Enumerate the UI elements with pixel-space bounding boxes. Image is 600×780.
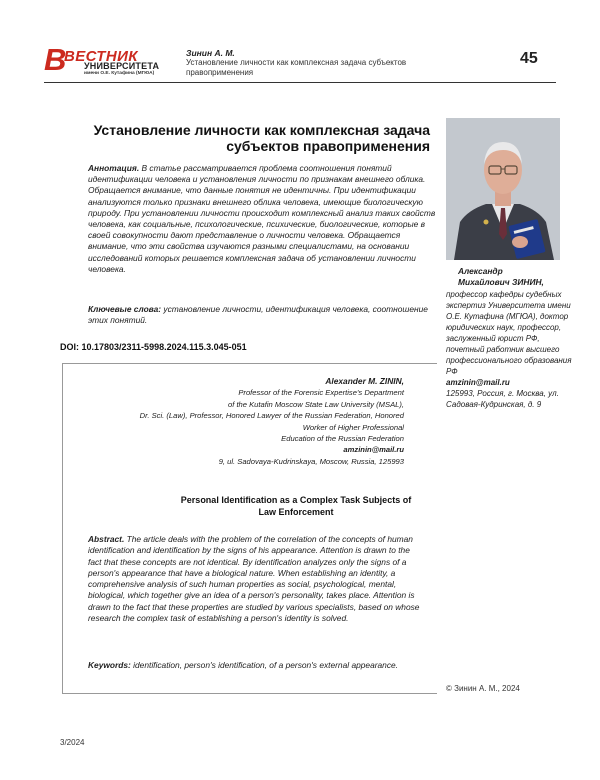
author-line-1: Professor of the Forensic Expertise's Department [238,388,404,398]
keywords-en-text: identification, person's identification, of a person's external appearance. [133,660,399,670]
header-rule [44,82,556,83]
copyright-notice: © Зинин А. М., 2024 [446,684,520,693]
english-title: Personal Identification as a Complex Task Subjects of Law Enforcement [180,495,412,517]
abstract-ru [88,163,440,275]
author-line-4: Worker of Higher Professional [302,422,404,432]
running-title: Установление личности как комплексная задача субъектов правоприменения [186,58,407,77]
keywords-en [88,660,424,671]
author-patronymic-surname: Михайлович ЗИНИН, [458,277,544,287]
keywords-ru-label: Ключевые слова: [88,304,162,314]
page-number: 45 [520,50,538,67]
author-photo [446,118,560,260]
author-portrait-image [446,118,560,260]
logo-mark: В [44,42,67,77]
logo-sub-text: имени О.Е. Кутафина (МГЮА) [84,71,155,76]
article-title: Установление личности как комплексная задача субъектов правоприменения [93,122,430,154]
author-address-en: 9, ul. Sadovaya-Kudrinskaya, Moscow, Russia, 125993 [218,456,404,466]
keywords-ru [88,304,440,326]
journal-logo [44,42,194,78]
author-details-ru: профессор кафедры судебных экспертиз Университета имени О.Е. Кутафина (МГЮА), доктор юридических наук, профессор, заслуженный юрист РФ, почетный работник высшего профессионального образования РФ [446,290,572,376]
abstract-ru-label: Аннотация. [88,163,140,173]
issue-number: 3/2024 [60,738,85,747]
abstract-en-label: Abstract. [88,534,125,544]
keywords-en-label: Keywords: [88,660,131,670]
author-line-3: Dr. Sci. (Law), Professor, Honored Lawyer of the Russian Federation, Honored [139,411,404,421]
author-line-5: Education of the Russian Federation [281,434,404,444]
author-email-ru[interactable]: amzinin@mail.ru [446,378,510,387]
page-header [0,0,600,84]
doi-text[interactable]: DOI: 10.17803/2311-5998.2024.115.3.045-051 [60,342,247,352]
author-info-en [90,376,404,467]
author-address-ru: 125993, Россия, г. Москва, ул. Садовая-Кудринская, д. 9 [446,389,559,409]
author-line-2: of the Kutafin Moscow State Law University (MSAL), [228,399,404,409]
author-name-en: Alexander M. ZININ, [325,376,404,386]
author-info-ru [446,266,576,410]
author-email-en[interactable]: amzinin@mail.ru [343,445,404,455]
author-first-name: Александр [458,266,503,276]
logo-mid-text: УНИВЕРСИТЕТА [84,61,160,71]
keywords-ru-text: установление личности, идентификация человека, соотношение этих понятий. [88,304,428,326]
abstract-ru-text: В статье рассматривается проблема соотношения понятий идентификации человека и установления личности по признакам внешнего облика. Обращается внимание, что данные понятия не идентичны. При идентификации анализуются только признаки внешнего облика человека, имеющие биологическую природу. При установлении личности происходит комплексный анализ таких свойств человека, как социальные, психологические, психические, биологические, которые в своей совокупности дают представление о личности человека. Обращается внимание, что эти свойства изучаются разными специалистами, на основании исследований которых решается комплексная задача об установлении личности человека. [88,163,436,274]
author-name-ru [446,266,576,288]
running-author: Зинин А. М. [186,48,235,58]
abstract-en-text: The article deals with the problem of the correlation of the concepts of human identification and identification by the signs of his appearance. Attention is drawn to the fact that these concepts are not identical. By identification analyzes only the signs of a person's appearance that have a biological nature. When establishing an identity, a comprehensive analysis of such human properties as social, psychological, mental, biological, which together give an idea of a person's personality, takes place. Attention is drawn to the fact that these properties are studied by various specialists, based on whose research the complex task of establishing a person's identity is solved. [88,534,420,624]
abstract-en [88,534,424,624]
logo-top-text: ВЕСТНИК [64,48,138,65]
